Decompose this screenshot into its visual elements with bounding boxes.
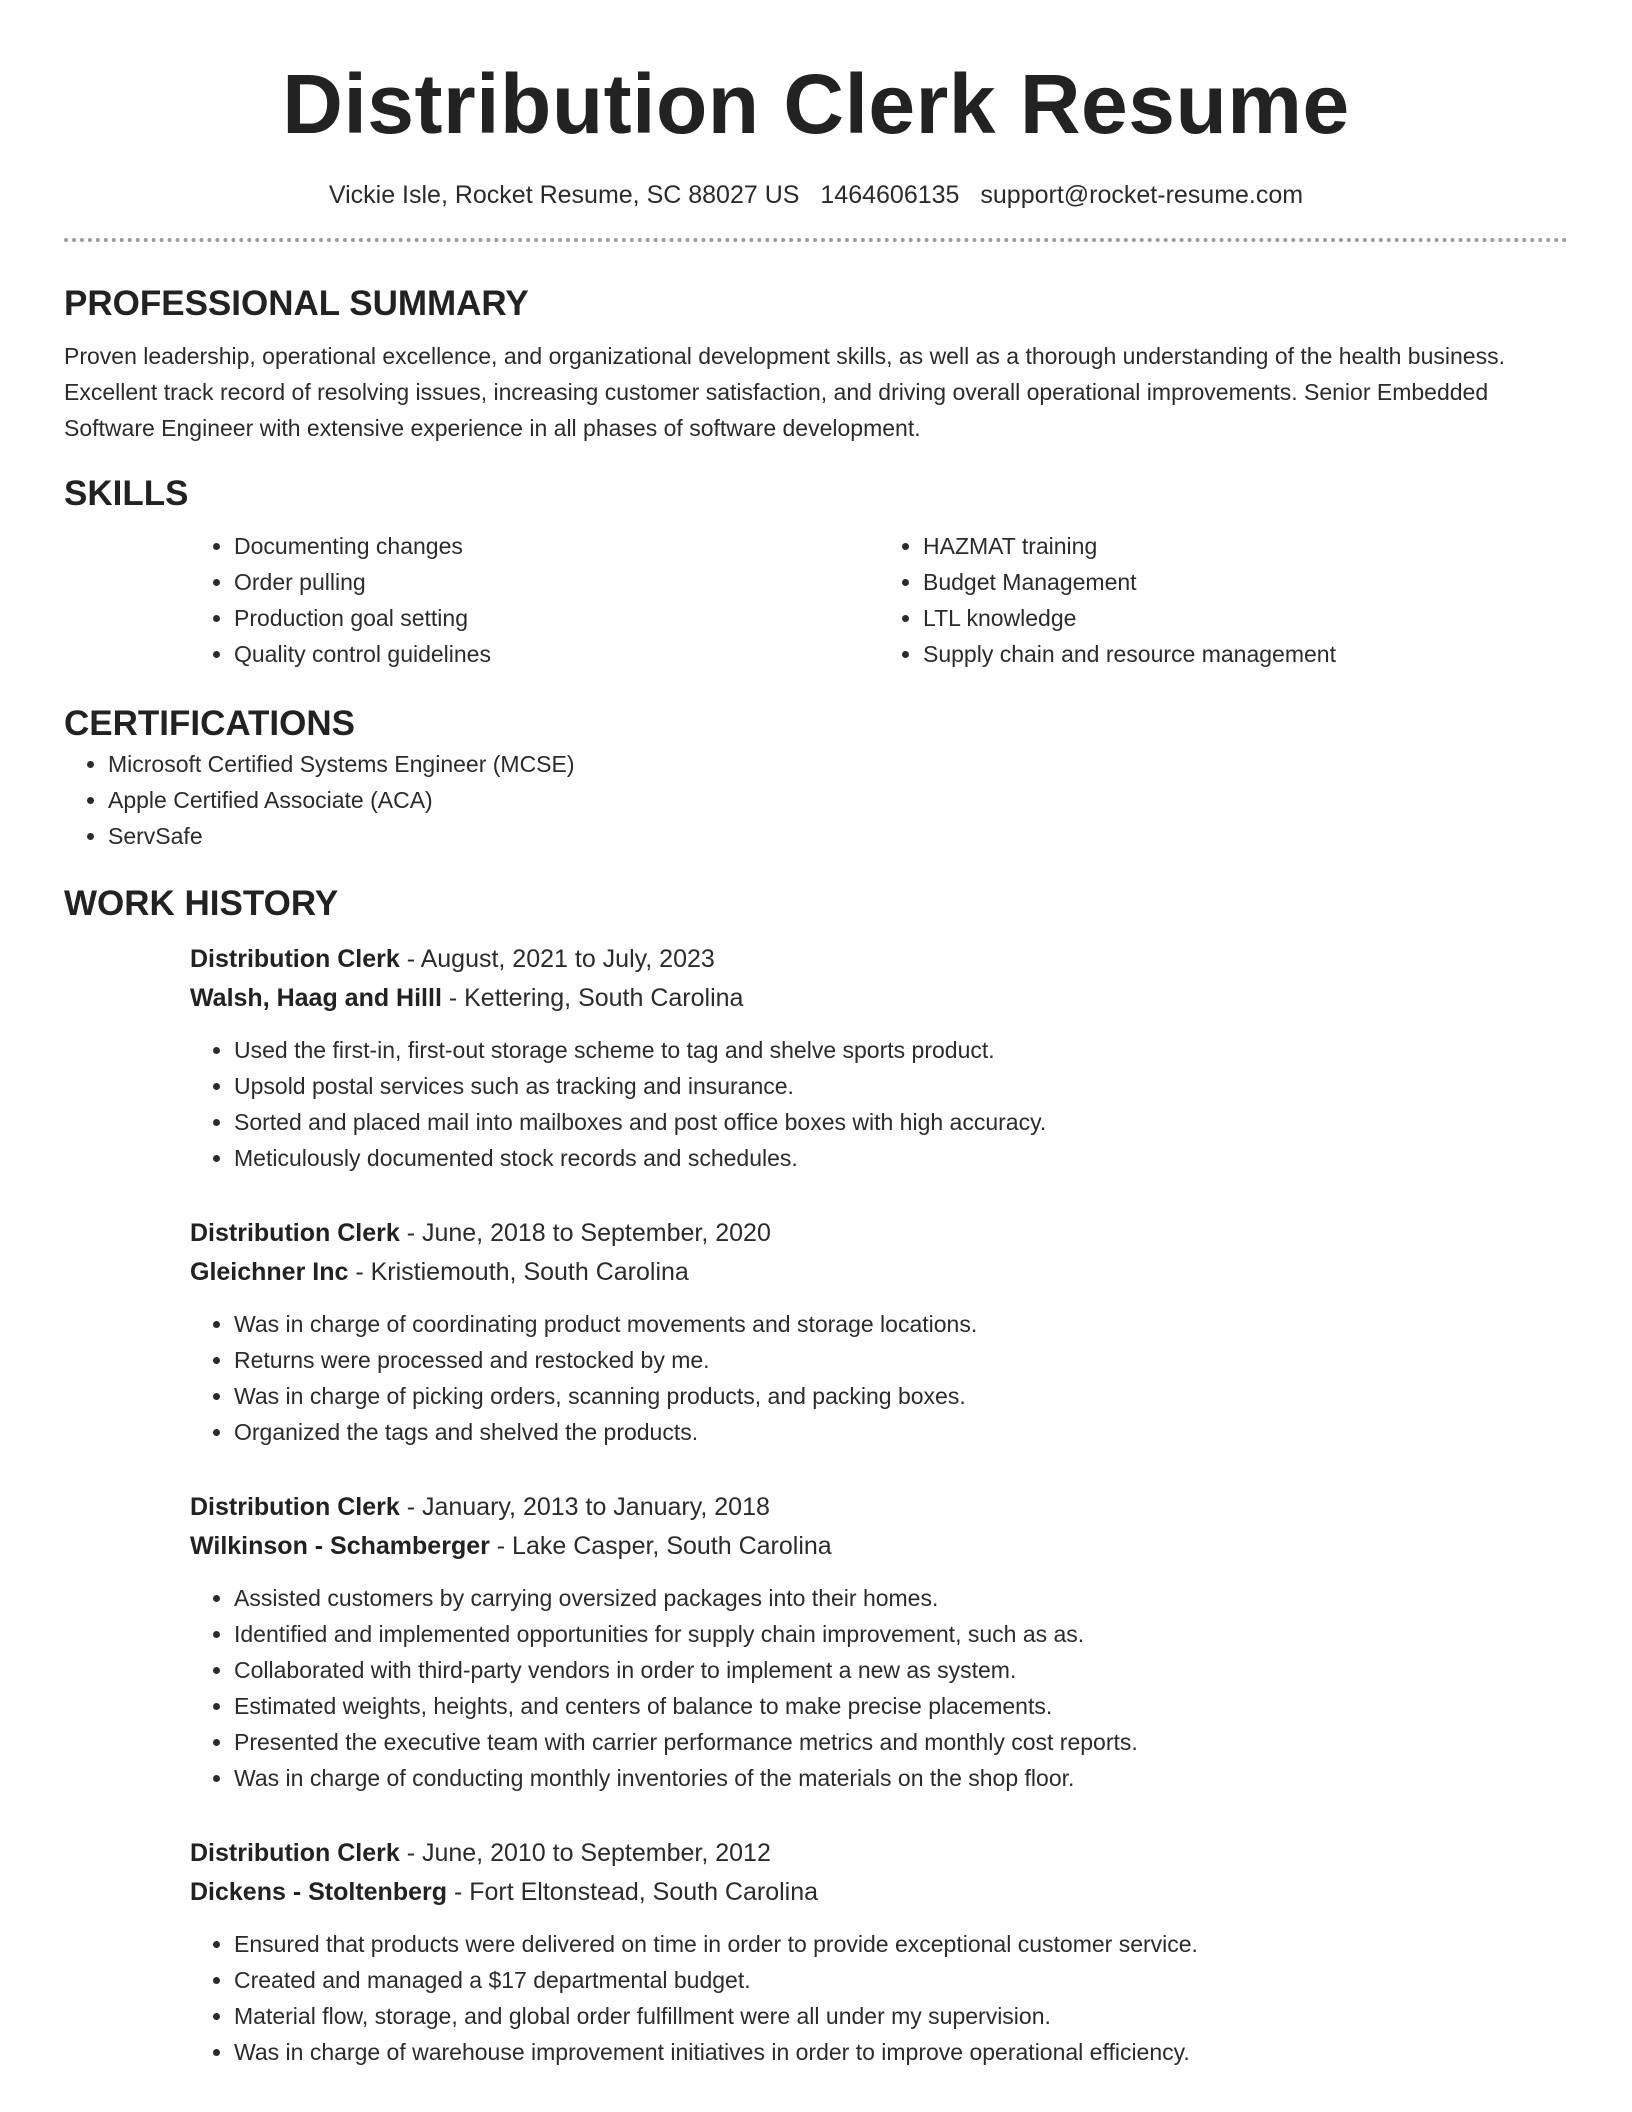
resume-page	[64, 0, 1568, 2070]
job-title: Distribution Clerk	[190, 1839, 400, 1867]
list-item: • Quality control guidelines	[234, 636, 879, 672]
list-item: • Documenting changes	[234, 528, 879, 564]
skills-section	[64, 472, 1568, 672]
job-company: Dickens - Stoltenberg	[190, 1878, 447, 1906]
skills-grid	[190, 528, 1568, 672]
list-item: • LTL knowledge	[923, 600, 1568, 636]
job-company: Gleichner Inc	[190, 1258, 349, 1286]
job-dates: - June, 2010 to September, 2012	[399, 1839, 771, 1867]
list-item: • Presented the executive team with carrier performance metrics and monthly cost reports.	[234, 1724, 1568, 1760]
certifications-section	[64, 702, 1568, 854]
job-bullets	[190, 1306, 1568, 1450]
list-item: • Meticulously documented stock records and schedules.	[234, 1140, 1568, 1176]
list-item: • Estimated weights, heights, and centers of balance to make precise placements.	[234, 1688, 1568, 1724]
job-title: Distribution Clerk	[190, 1493, 400, 1521]
list-item: • Was in charge of warehouse improvement initiatives in order to improve operational efficiency.	[234, 2034, 1568, 2070]
job-title-line	[190, 940, 1568, 979]
job-dates: - June, 2018 to September, 2020	[399, 1219, 771, 1247]
contact-email: support@rocket-resume.com	[980, 181, 1304, 209]
list-item: • Was in charge of coordinating product movements and storage locations.	[234, 1306, 1568, 1342]
list-item: • Was in charge of picking orders, scanning products, and packing boxes.	[234, 1378, 1568, 1414]
summary-section	[64, 282, 1568, 446]
list-item: • Assisted customers by carrying oversized packages into their homes.	[234, 1580, 1568, 1616]
list-item: • Organized the tags and shelved the products.	[234, 1414, 1568, 1450]
certifications-list	[64, 746, 1568, 854]
job-location: - Kristiemouth, South Carolina	[348, 1258, 689, 1286]
job-title: Distribution Clerk	[190, 1219, 400, 1247]
contact-line	[64, 178, 1568, 212]
list-item: • Returns were processed and restocked by me.	[234, 1342, 1568, 1378]
list-item: • ServSafe	[108, 818, 1568, 854]
list-item: • Used the first-in, first-out storage scheme to tag and shelve sports product.	[234, 1032, 1568, 1068]
list-item: • Identified and implemented opportunities for supply chain improvement, such as as.	[234, 1616, 1568, 1652]
list-item: • Created and managed a $17 departmental budget.	[234, 1962, 1568, 1998]
job-company-line	[190, 979, 1568, 1018]
list-item: • Was in charge of conducting monthly inventories of the materials on the shop floor.	[234, 1760, 1568, 1796]
list-item: • HAZMAT training	[923, 528, 1568, 564]
job-company: Wilkinson - Schamberger	[190, 1532, 490, 1560]
list-item: • Apple Certified Associate (ACA)	[108, 782, 1568, 818]
certifications-heading: CERTIFICATIONS	[64, 704, 356, 743]
job-bullets	[190, 1926, 1568, 2070]
skills-heading: SKILLS	[64, 474, 189, 513]
list-item: • Production goal setting	[234, 600, 879, 636]
job-bullets	[190, 1580, 1568, 1796]
list-item: • Collaborated with third-party vendors in order to implement a new as system.	[234, 1652, 1568, 1688]
skills-list-left	[190, 528, 879, 672]
header-divider	[64, 238, 1568, 242]
list-item: • Ensured that products were delivered on time in order to provide exceptional customer service.	[234, 1926, 1568, 1962]
job-company-line	[190, 1253, 1568, 1292]
job-title: Distribution Clerk	[190, 945, 400, 973]
job-title-line	[190, 1488, 1568, 1527]
page-title: Distribution Clerk Resume	[282, 57, 1350, 151]
job-dates: - January, 2013 to January, 2018	[399, 1493, 770, 1521]
summary-text: Proven leadership, operational excellence, and organizational development skills, as well as a thorough understanding of the health business. Excellent track record of resolving issues, increasing customer satisfaction, and driving overall operational improvements. Senior Embedded Software Engineer with extensive experience in all phases of software development.	[64, 343, 1505, 441]
job-company: Walsh, Haag and Hilll	[190, 984, 442, 1012]
list-item: • Budget Management	[923, 564, 1568, 600]
list-item: • Sorted and placed mail into mailboxes and post office boxes with high accuracy.	[234, 1104, 1568, 1140]
contact-address: Vickie Isle, Rocket Resume, SC 88027 US	[328, 181, 800, 209]
job-location: - Fort Eltonstead, South Carolina	[447, 1878, 819, 1906]
job-location: - Kettering, South Carolina	[441, 984, 744, 1012]
job-entry	[190, 1488, 1568, 1796]
list-item: • Order pulling	[234, 564, 879, 600]
job-dates: - August, 2021 to July, 2023	[399, 945, 715, 973]
job-company-line	[190, 1873, 1568, 1912]
job-title-line	[190, 1214, 1568, 1253]
skills-list-right	[879, 528, 1568, 672]
list-item: • Upsold postal services such as tracking and insurance.	[234, 1068, 1568, 1104]
job-entry	[190, 940, 1568, 1176]
summary-heading: PROFESSIONAL SUMMARY	[64, 284, 529, 323]
list-item: • Material flow, storage, and global order fulfillment were all under my supervision.	[234, 1998, 1568, 2034]
list-item: • Microsoft Certified Systems Engineer (MCSE)	[108, 746, 1568, 782]
contact-phone: 1464606135	[820, 181, 960, 209]
job-location: - Lake Casper, South Carolina	[489, 1532, 832, 1560]
job-title-line	[190, 1834, 1568, 1873]
job-entry	[190, 1214, 1568, 1450]
job-bullets	[190, 1032, 1568, 1176]
job-entry	[190, 1834, 1568, 2070]
work-history-section	[64, 882, 1568, 2070]
list-item: • Supply chain and resource management	[923, 636, 1568, 672]
work-history-heading: WORK HISTORY	[64, 884, 339, 923]
job-company-line	[190, 1527, 1568, 1566]
